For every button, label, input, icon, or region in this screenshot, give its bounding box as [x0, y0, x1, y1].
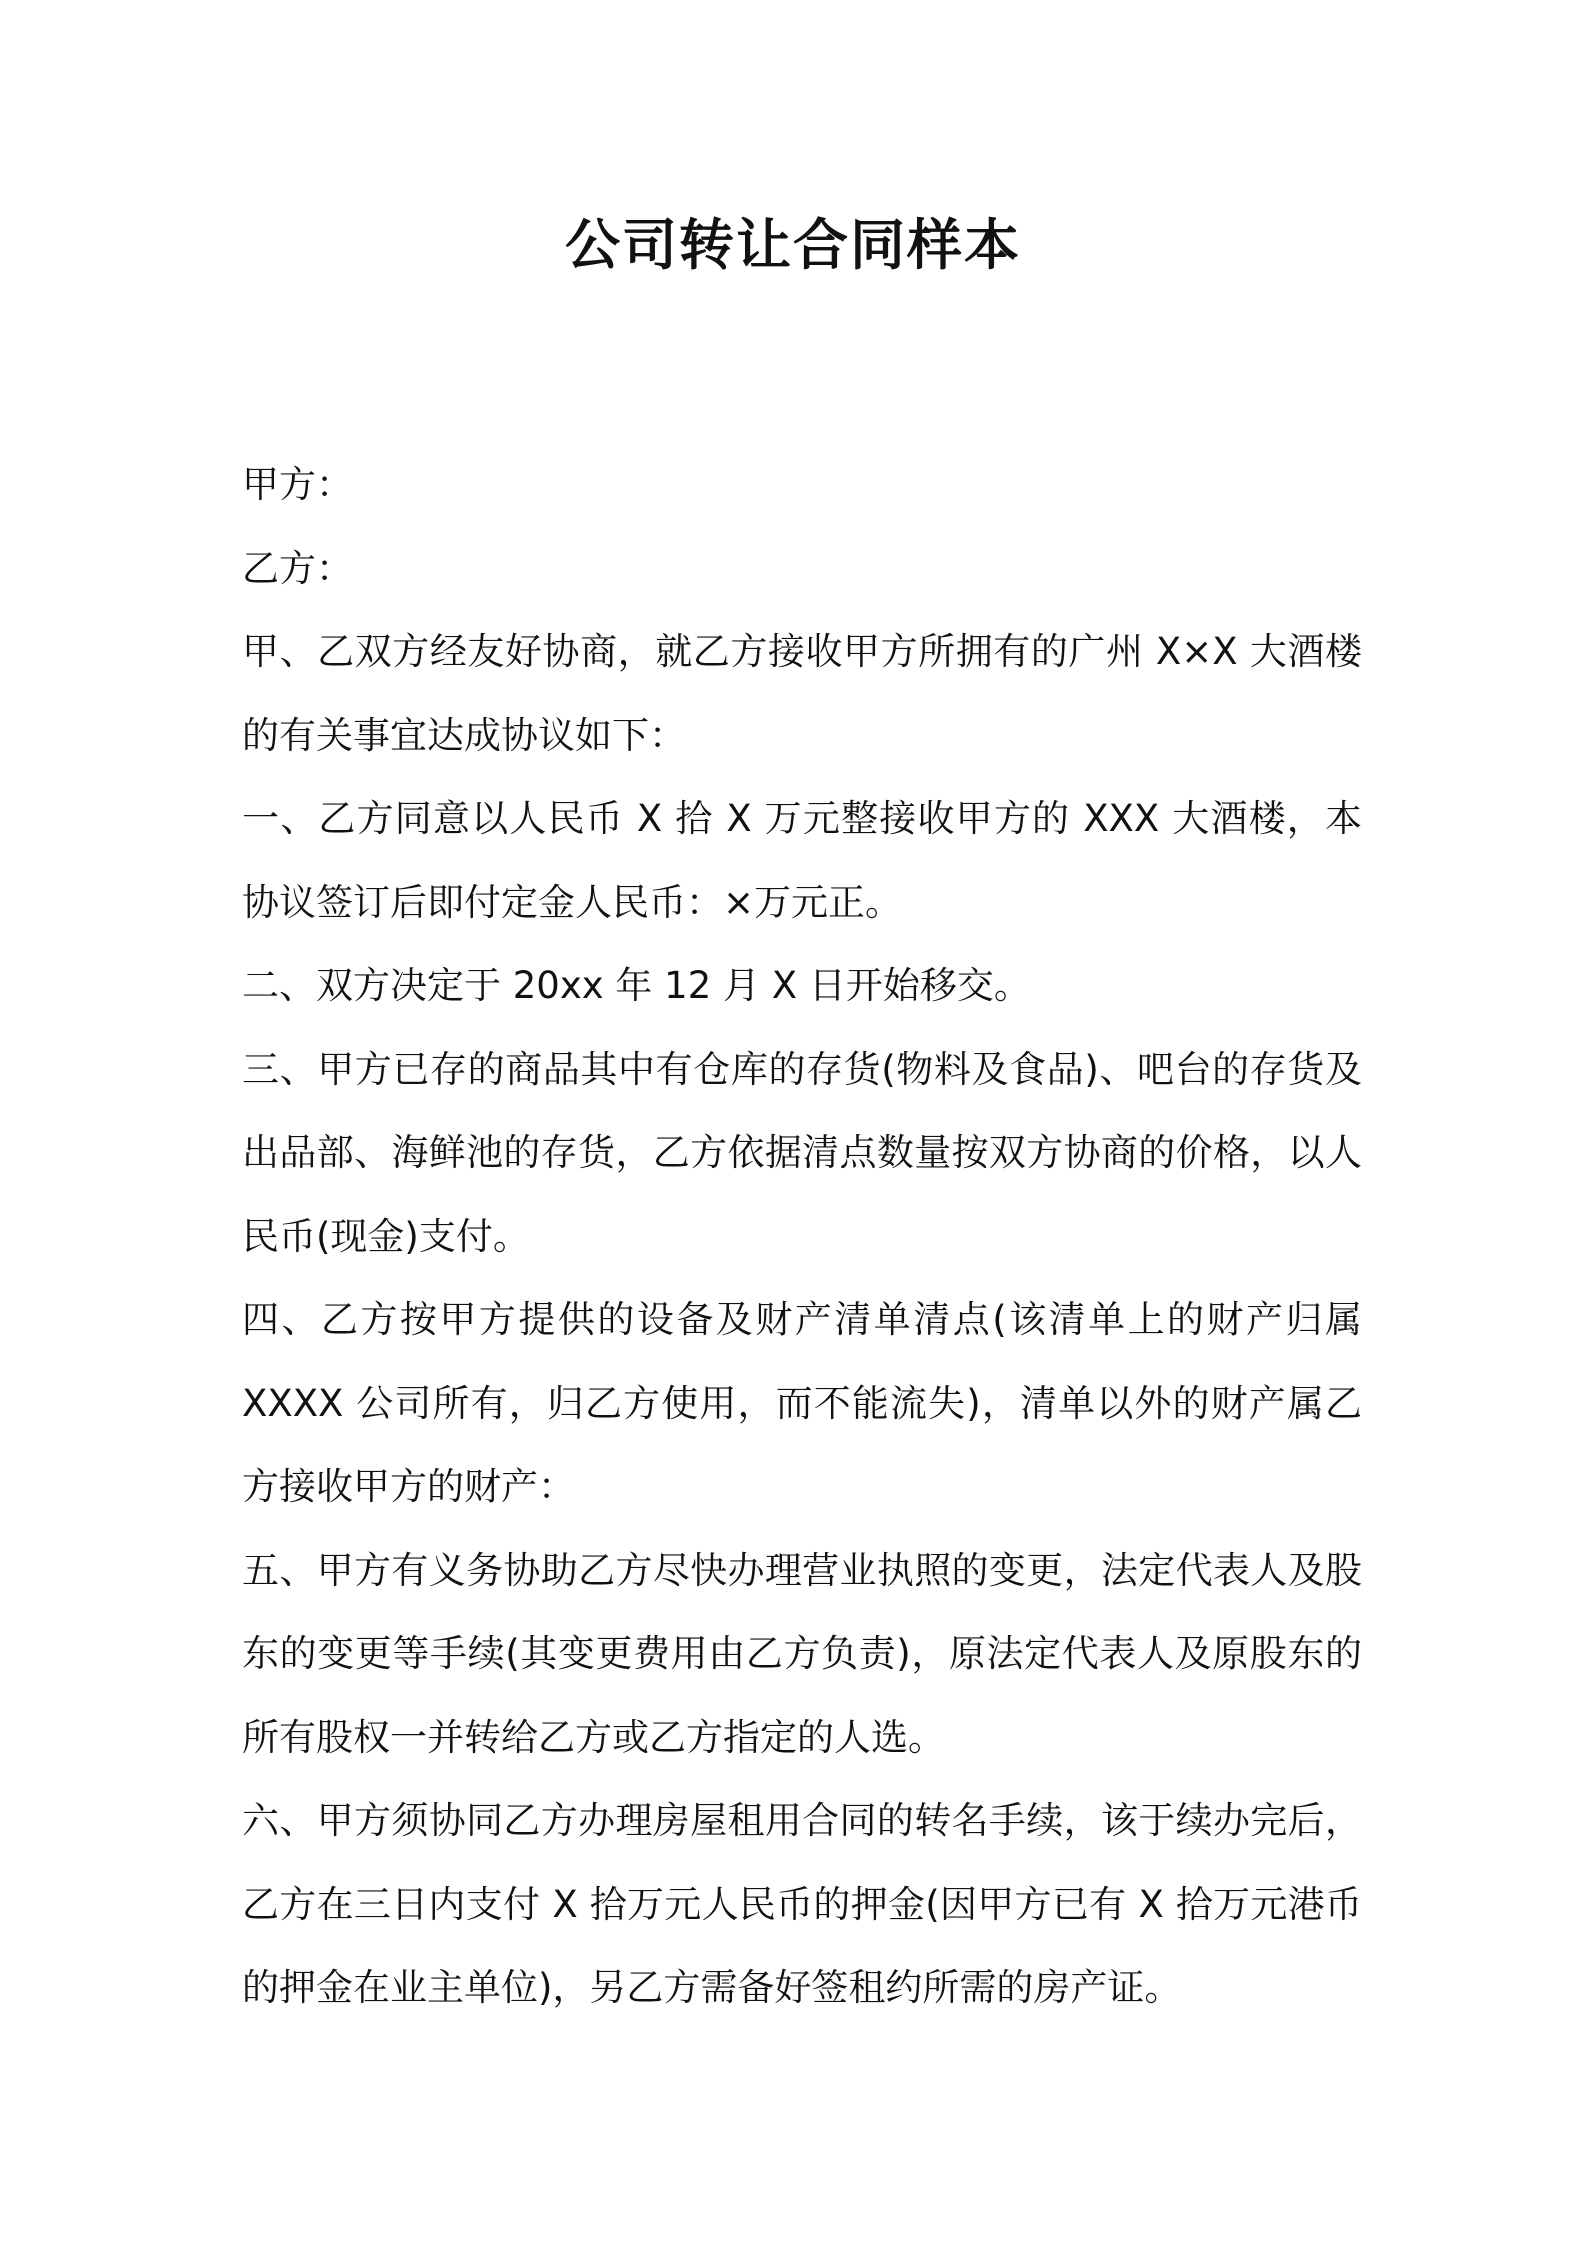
- clause-6: 六、甲方须协同乙方办理房屋租用合同的转名手续，该于续办完后，乙方在三日内支付 X 拾万元人民币的押金(因甲方已有 X 拾万元港币的押金在业主单位)，另乙方需备好签租约所需的房产证。: [242, 1799, 1362, 2009]
- document-body: [242, 443, 1374, 2030]
- clause-1: 一、乙方同意以人民币 X 拾 X 万元整接收甲方的 XXX 大酒楼，本协议签订后即付定金人民币：×万元正。: [242, 797, 1362, 924]
- party-a-line: 甲方：: [242, 463, 353, 506]
- document-title: 公司转让合同样本: [564, 213, 1021, 277]
- clause-5: 五、甲方有义务协助乙方尽快办理营业执照的变更，法定代表人及股东的变更等手续(其变更费用由乙方负责)，原法定代表人及原股东的所有股权一并转给乙方或乙方指定的人选。: [242, 1548, 1362, 1759]
- party-b-line: 乙方：: [242, 546, 353, 590]
- intro-paragraph: 甲、乙双方经友好协商，就乙方接收甲方所拥有的广州 X×X 大酒楼的有关事宜达成协议如下：: [242, 630, 1362, 757]
- clause-3: 三、甲方已存的商品其中有仓库的存货(物料及食品)、吧台的存货及出品部、海鲜池的存货，乙方依据清点数量按双方协商的价格，以人民币(现金)支付。: [242, 1047, 1362, 1258]
- clause-2: 二、双方决定于 20xx 年 12 月 X 日开始移交。: [242, 964, 1031, 1007]
- clause-4: 四、乙方按甲方提供的设备及财产清单清点(该清单上的财产归属 XXXX 公司所有，归乙方使用，而不能流失)，清单以外的财产属乙方接收甲方的财产：: [242, 1298, 1374, 1508]
